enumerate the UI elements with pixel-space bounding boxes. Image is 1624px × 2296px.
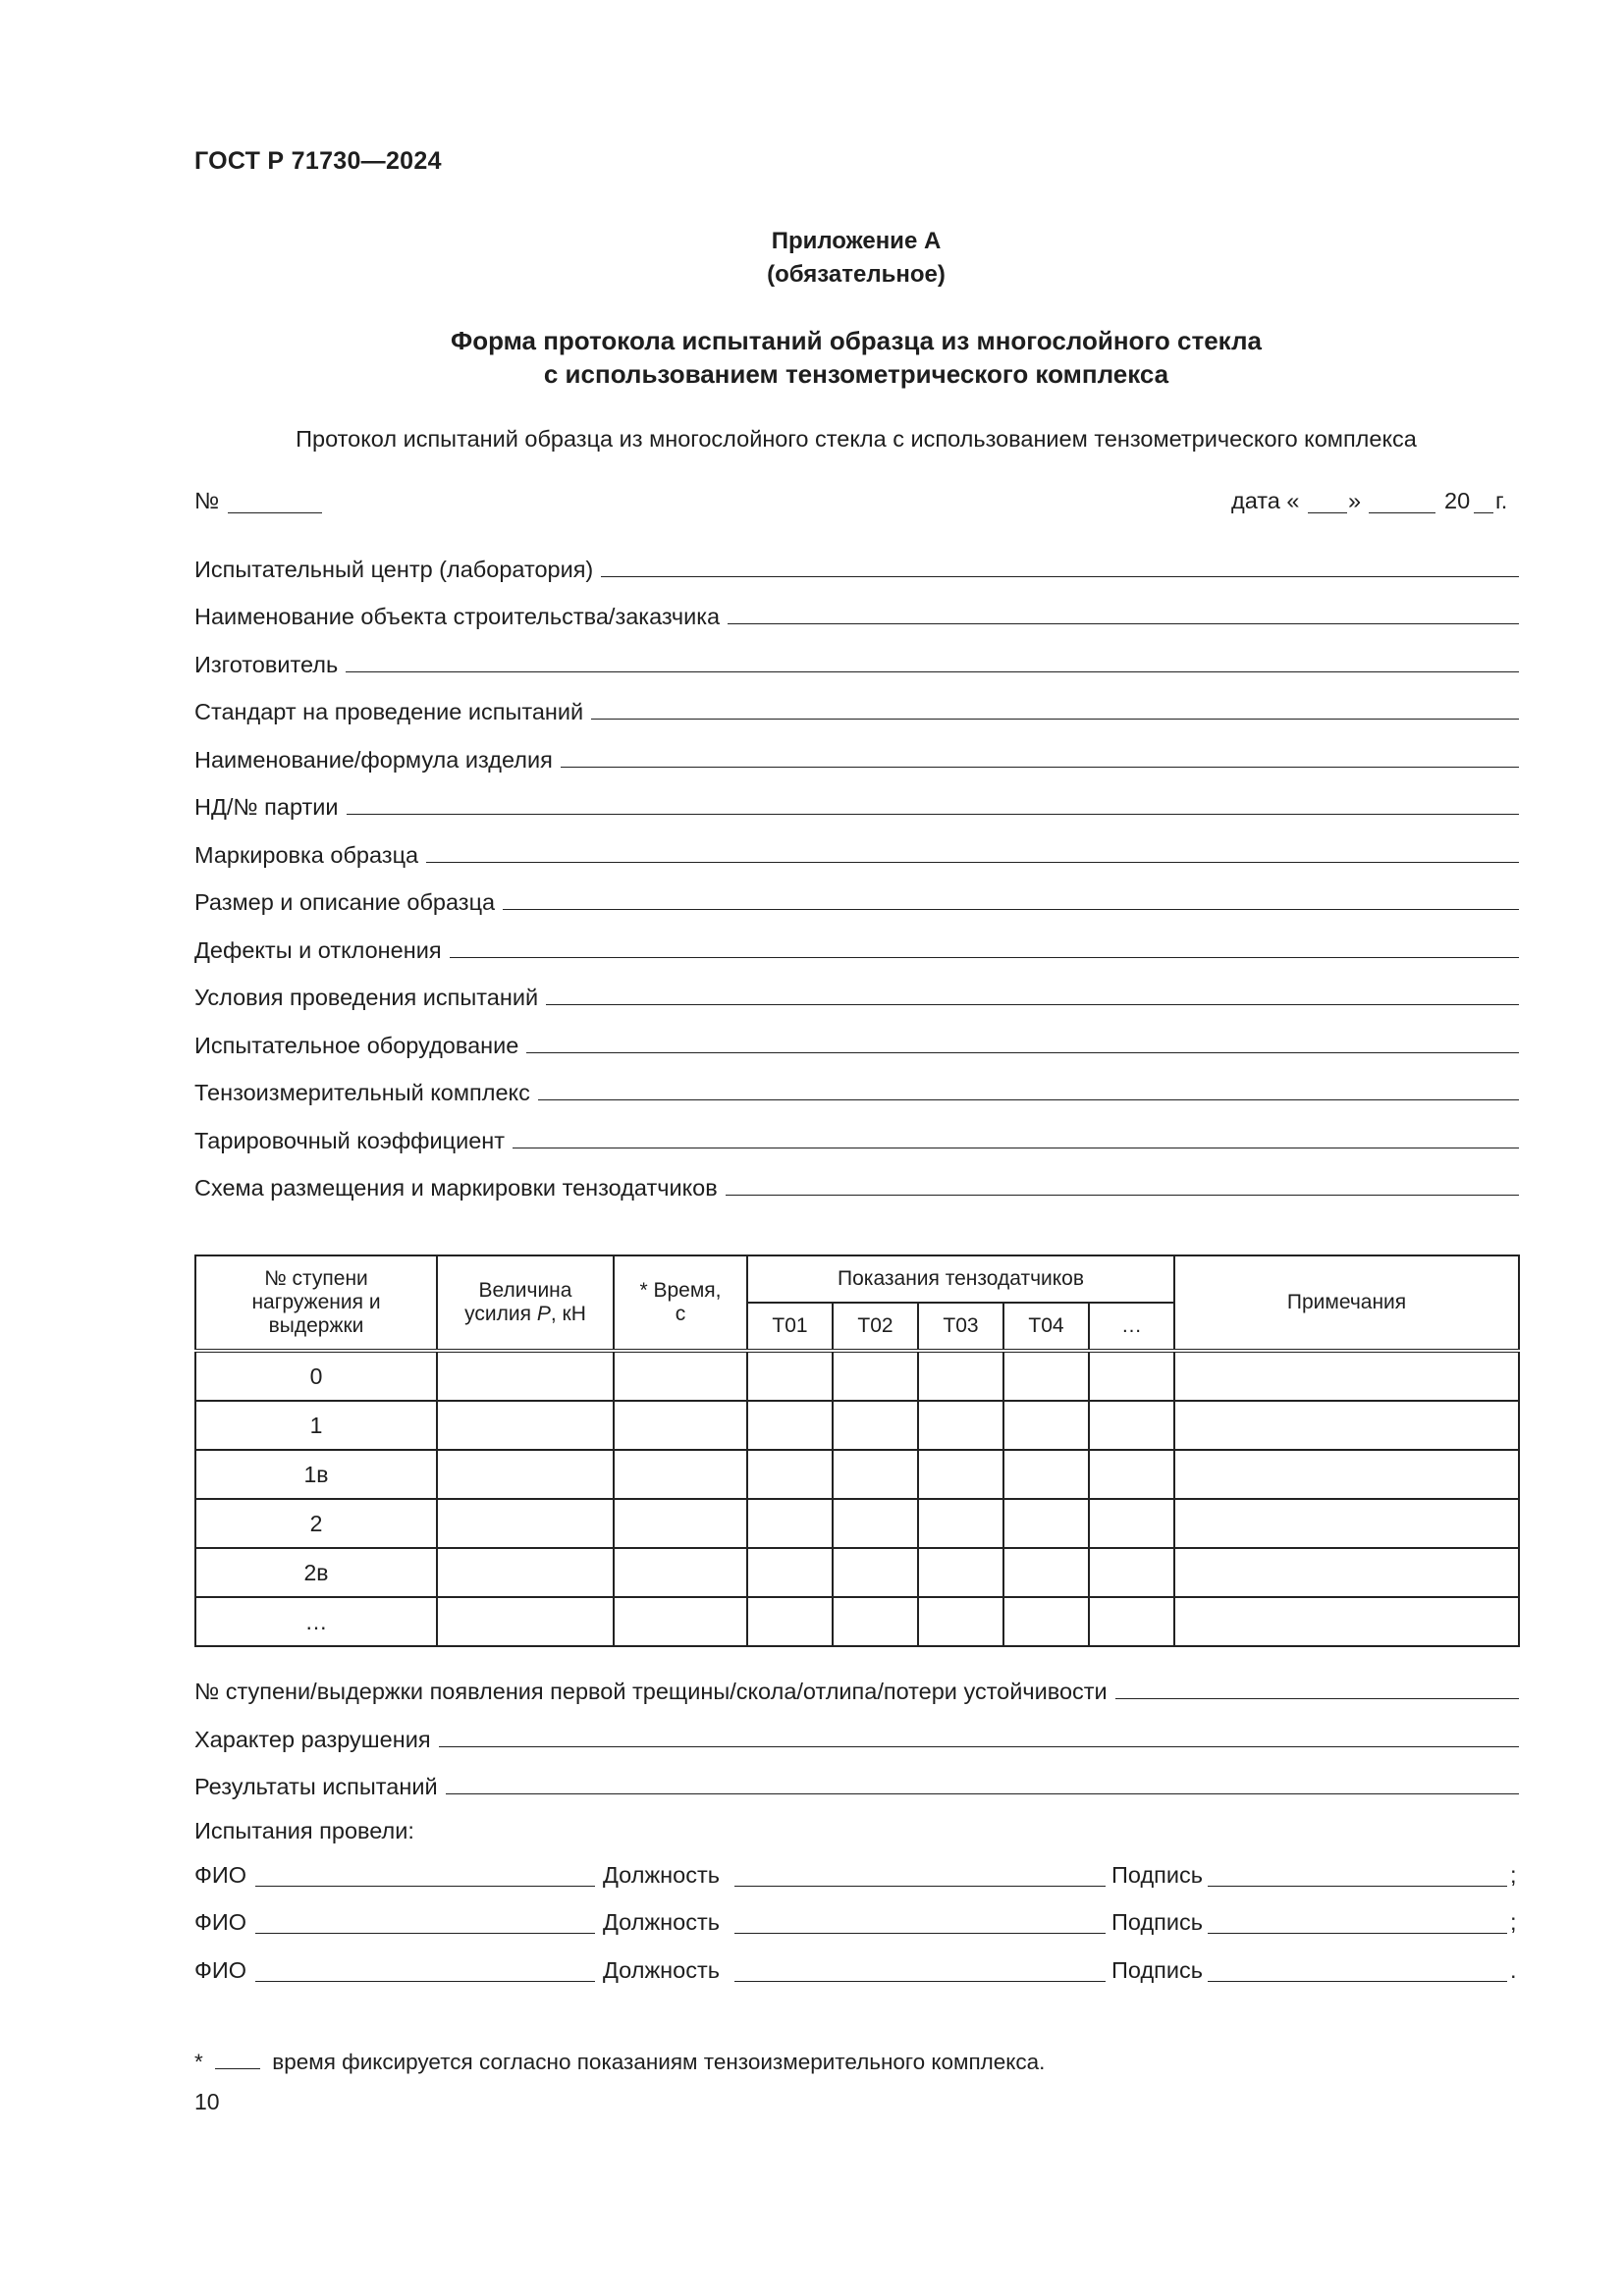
fio-label: ФИО	[194, 1957, 247, 1983]
field-calibration-coefficient	[194, 1121, 1519, 1154]
position-field[interactable]	[734, 1981, 1106, 1982]
field-line[interactable]	[561, 767, 1519, 768]
cell[interactable]	[437, 1499, 614, 1548]
cell[interactable]	[1089, 1597, 1174, 1646]
header-notes: Примечания	[1174, 1255, 1519, 1351]
cell[interactable]	[1174, 1351, 1519, 1401]
cell[interactable]	[747, 1597, 833, 1646]
cell[interactable]	[1003, 1351, 1089, 1401]
field-label: Размер и описание образца	[194, 889, 496, 915]
cell[interactable]	[437, 1351, 614, 1401]
conducted-by-label: Испытания провели:	[194, 1818, 414, 1843]
cell[interactable]	[1003, 1401, 1089, 1450]
field-test-equipment	[194, 1026, 1519, 1059]
field-line[interactable]	[546, 1004, 1519, 1005]
cell[interactable]	[614, 1597, 747, 1646]
cell[interactable]	[1003, 1597, 1089, 1646]
table-row	[195, 1597, 1519, 1646]
appendix-type: (обязательное)	[767, 261, 946, 288]
position-field[interactable]	[734, 1933, 1106, 1934]
header-time-text: * Время, с	[639, 1279, 722, 1325]
field-line[interactable]	[439, 1746, 1519, 1747]
field-first-crack-stage	[194, 1672, 1519, 1705]
field-label: Схема размещения и маркировки тензодатчиков	[194, 1175, 718, 1201]
stage-cell: 2в	[195, 1548, 437, 1597]
fio-field[interactable]	[255, 1886, 595, 1887]
table-row	[195, 1499, 1519, 1548]
field-label: НД/№ партии	[194, 794, 339, 820]
signature-field[interactable]	[1208, 1981, 1507, 1982]
header-sensor: …	[1089, 1303, 1174, 1351]
year-suffix: г.	[1495, 488, 1508, 513]
page-number: 10	[194, 2089, 220, 2114]
cell[interactable]	[833, 1597, 918, 1646]
row-ending: ;	[1510, 1862, 1517, 1888]
number-label: №	[194, 488, 220, 513]
year-prefix: 20	[1444, 488, 1471, 513]
field-label: № ступени/выдержки появления первой трещины/скола/отлипа/потери устойчивости	[194, 1679, 1108, 1704]
cell[interactable]	[1174, 1401, 1519, 1450]
footnote-text: время фиксируется согласно показаниям тензоизмерительного комплекса.	[272, 2050, 1046, 2074]
cell[interactable]	[437, 1450, 614, 1499]
field-strain-complex	[194, 1073, 1519, 1106]
date-month-field[interactable]	[1369, 512, 1435, 513]
header-sensors: Показания тензодатчиков	[747, 1255, 1174, 1303]
footnote-blank	[215, 2068, 260, 2069]
table-row	[195, 1450, 1519, 1499]
cell[interactable]	[918, 1597, 1003, 1646]
signature-label: Подпись	[1111, 1957, 1204, 1983]
header-sensor: T01	[747, 1303, 833, 1351]
field-product-formula	[194, 740, 1519, 774]
field-object-customer	[194, 597, 1519, 630]
field-label: Характер разрушения	[194, 1727, 431, 1752]
field-failure-character	[194, 1720, 1519, 1753]
table-row	[195, 1351, 1519, 1401]
cell[interactable]	[614, 1351, 747, 1401]
field-line[interactable]	[728, 623, 1519, 624]
cell[interactable]	[1089, 1401, 1174, 1450]
field-test-conditions	[194, 978, 1519, 1011]
date-year-field[interactable]	[1474, 512, 1493, 513]
cell[interactable]	[833, 1351, 918, 1401]
field-line[interactable]	[601, 576, 1519, 577]
cell[interactable]	[833, 1499, 918, 1548]
cell[interactable]	[437, 1401, 614, 1450]
header-force	[437, 1255, 614, 1351]
field-label: Результаты испытаний	[194, 1774, 438, 1799]
stage-cell: 1	[195, 1401, 437, 1450]
cell[interactable]	[747, 1450, 833, 1499]
cell[interactable]	[1174, 1548, 1519, 1597]
field-label: Испытательный центр (лаборатория)	[194, 557, 594, 582]
table-row	[195, 1548, 1519, 1597]
footnote-asterisk: *	[194, 2050, 203, 2074]
cell[interactable]	[918, 1548, 1003, 1597]
field-line[interactable]	[446, 1793, 1519, 1794]
field-label: Изготовитель	[194, 652, 339, 677]
cell[interactable]	[1174, 1499, 1519, 1548]
fio-label: ФИО	[194, 1909, 247, 1935]
field-line[interactable]	[538, 1099, 1519, 1100]
cell[interactable]	[833, 1548, 918, 1597]
field-label: Тензоизмерительный комплекс	[194, 1080, 530, 1105]
fio-field[interactable]	[255, 1933, 595, 1934]
field-label: Стандарт на проведение испытаний	[194, 699, 584, 724]
cell[interactable]	[1003, 1499, 1089, 1548]
field-label: Тарировочный коэффициент	[194, 1128, 506, 1153]
field-line[interactable]	[450, 957, 1519, 958]
position-label: Должность	[603, 1909, 720, 1935]
date-label: дата «	[1231, 488, 1300, 513]
date-quote-close: »	[1348, 488, 1362, 513]
field-test-standard	[194, 692, 1519, 725]
cell[interactable]	[918, 1450, 1003, 1499]
field-label: Испытательное оборудование	[194, 1033, 519, 1058]
cell[interactable]	[1089, 1548, 1174, 1597]
field-label: Условия проведения испытаний	[194, 985, 539, 1010]
table-row	[195, 1401, 1519, 1450]
cell[interactable]	[1089, 1450, 1174, 1499]
cell[interactable]	[747, 1351, 833, 1401]
stage-cell: 0	[195, 1351, 437, 1401]
cell[interactable]	[1174, 1450, 1519, 1499]
header-stage	[195, 1255, 437, 1351]
header-sensor: T03	[918, 1303, 1003, 1351]
cell[interactable]	[918, 1351, 1003, 1401]
field-line[interactable]	[347, 814, 1519, 815]
cell[interactable]	[1003, 1450, 1089, 1499]
cell[interactable]	[1089, 1499, 1174, 1548]
signature-field[interactable]	[1208, 1933, 1507, 1934]
cell[interactable]	[918, 1499, 1003, 1548]
cell[interactable]	[747, 1401, 833, 1450]
cell[interactable]	[614, 1401, 747, 1450]
header-stage-text: № ступени нагружения и выдержки	[251, 1267, 381, 1337]
field-batch	[194, 787, 1519, 821]
cell[interactable]	[833, 1401, 918, 1450]
stage-cell: 1в	[195, 1450, 437, 1499]
form-title-line2: с использованием тензометрического комплекса	[543, 359, 1169, 389]
footnote	[194, 2050, 1045, 2075]
number-date-row	[194, 487, 1519, 520]
signature-field[interactable]	[1208, 1886, 1507, 1887]
position-label: Должность	[603, 1957, 720, 1983]
protocol-heading: Протокол испытаний образца из многослойного стекла с использованием тензометрического комплекса	[296, 426, 1417, 452]
fio-field[interactable]	[255, 1981, 595, 1982]
field-test-results	[194, 1767, 1519, 1800]
cell[interactable]	[918, 1401, 1003, 1450]
field-manufacturer	[194, 645, 1519, 678]
cell[interactable]	[614, 1499, 747, 1548]
field-line[interactable]	[503, 909, 1519, 910]
header-force-unit: , кН	[550, 1303, 586, 1325]
field-line[interactable]	[346, 671, 1519, 672]
header-sensor: T04	[1003, 1303, 1089, 1351]
results-table	[194, 1255, 1520, 1647]
field-line[interactable]	[526, 1052, 1519, 1053]
field-sample-size	[194, 882, 1519, 916]
position-field[interactable]	[734, 1886, 1106, 1887]
cell[interactable]	[1089, 1351, 1174, 1401]
stage-cell: 2	[195, 1499, 437, 1548]
signature-label: Подпись	[1111, 1862, 1204, 1888]
signature-label: Подпись	[1111, 1909, 1204, 1935]
cell[interactable]	[1174, 1597, 1519, 1646]
signature-row	[194, 1908, 1519, 1942]
header-time	[614, 1255, 747, 1351]
field-sample-marking	[194, 835, 1519, 869]
field-line[interactable]	[426, 862, 1519, 863]
field-sensor-layout	[194, 1168, 1519, 1201]
field-label: Наименование объекта строительства/заказчика	[194, 604, 721, 629]
row-ending: ;	[1510, 1909, 1517, 1935]
appendix-title: Приложение А	[771, 228, 942, 254]
number-field[interactable]	[228, 512, 322, 513]
row-ending: .	[1510, 1957, 1517, 1983]
cell[interactable]	[833, 1450, 918, 1499]
cell[interactable]	[437, 1597, 614, 1646]
field-defects	[194, 931, 1519, 964]
position-label: Должность	[603, 1862, 720, 1888]
cell[interactable]	[614, 1548, 747, 1597]
field-label: Наименование/формула изделия	[194, 747, 553, 773]
cell[interactable]	[437, 1548, 614, 1597]
cell[interactable]	[747, 1499, 833, 1548]
field-label: Маркировка образца	[194, 842, 419, 868]
field-line[interactable]	[591, 719, 1519, 720]
date-day-field[interactable]	[1308, 512, 1347, 513]
header-sensor: T02	[833, 1303, 918, 1351]
cell[interactable]	[614, 1450, 747, 1499]
header-force-symbol: P	[536, 1303, 551, 1325]
field-line[interactable]	[1115, 1698, 1519, 1699]
field-label: Дефекты и отклонения	[194, 937, 442, 963]
header-force-text: Величина усилия	[464, 1279, 572, 1325]
fio-label: ФИО	[194, 1862, 247, 1888]
field-line[interactable]	[726, 1195, 1519, 1196]
stage-cell: …	[195, 1597, 437, 1646]
field-testing-center	[194, 550, 1519, 583]
cell[interactable]	[1003, 1548, 1089, 1597]
signature-row	[194, 1861, 1519, 1895]
cell[interactable]	[747, 1548, 833, 1597]
signature-row	[194, 1956, 1519, 1990]
form-title-line1: Форма протокола испытаний образца из многослойного стекла	[451, 326, 1262, 355]
document-id: ГОСТ Р 71730—2024	[194, 147, 442, 175]
